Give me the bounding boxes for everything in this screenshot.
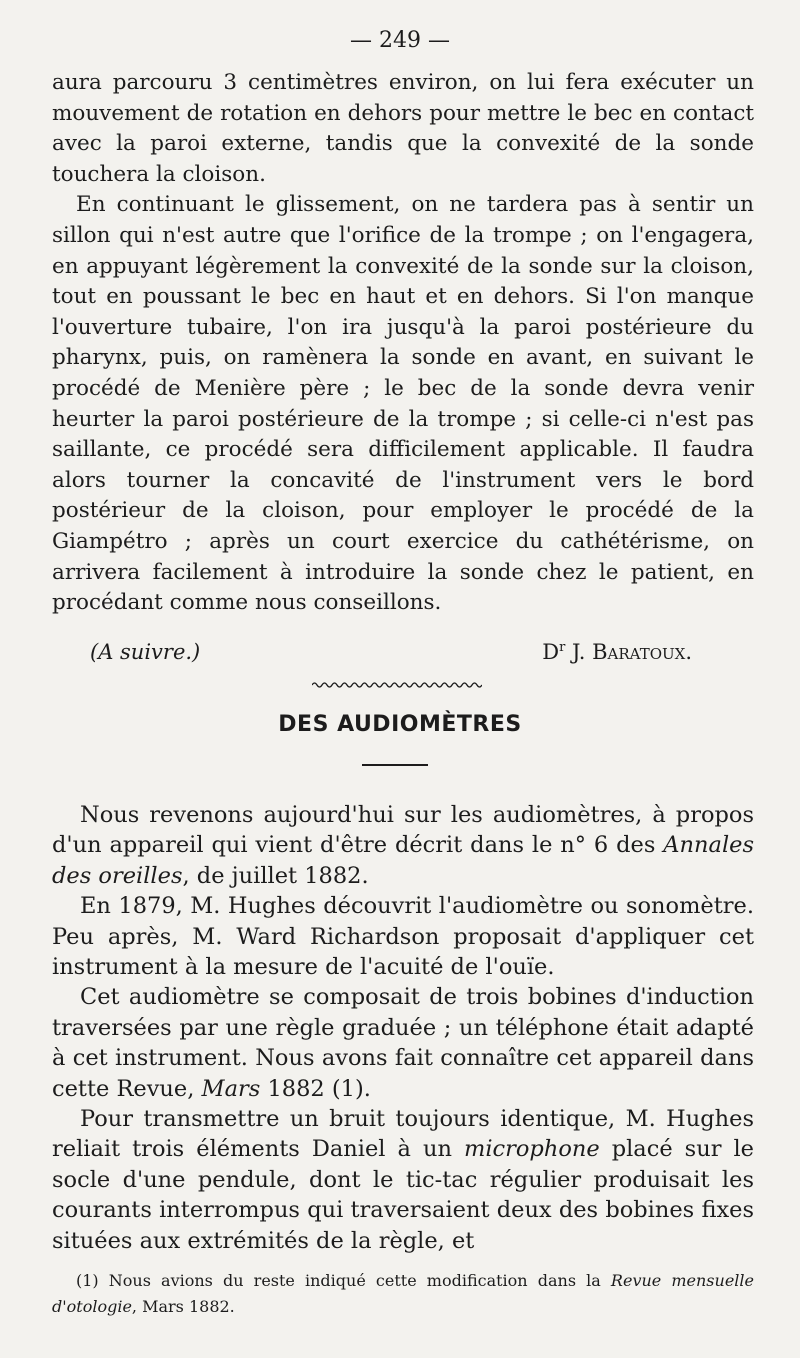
footnote-journal: Revue mensuelle d'otologie (52, 1271, 754, 1316)
paragraph-text: Pour transmettre un bruit toujours identique, M. Hughes reliait trois éléments Daniel à un (52, 1106, 754, 1163)
term-italic: microphone (463, 1136, 600, 1163)
heading-rule (362, 764, 428, 766)
to-be-continued-note: (A suivre.) (90, 640, 201, 664)
month-italic: Mars (201, 1075, 261, 1102)
paragraph: aura parcouru 3 centimètres environ, on lui fera exécuter un mouvement de rotation en dehors pour mettre le bec en contact avec la paroi externe, tandis que la convexité de la sonde touchera la cloison. (52, 70, 754, 187)
article-body (52, 800, 754, 1256)
paragraph (52, 800, 754, 891)
footnote (52, 1268, 754, 1320)
journal-title: Annales des oreilles (52, 832, 754, 889)
paragraph: En continuant le glissement, on ne tardera pas à sentir un sillon qui n'est autre que l'orifice de la trompe ; on l'engagera, en appuyant légèrement la convexité de la sonde sur la cloison, tout en poussant le bec en haut et en dehors. Si l'on manque l'ouverture tubaire, l'on ira jusqu'à la paroi postérieure du pharynx, puis, on ramènera la sonde en avant, en suivant le procédé de Menière père ; le bec de la sonde devra venir heurter la paroi postérieure de la trompe ; si celle-ci n'est pas saillante, ce procédé sera difficilement applicable. Il faudra alors tourner la concavité de l'instrument vers le bord postérieur de la cloison, pour employer le procédé de la Giampétro ; après un court exercice du cathétérisme, on arrivera facilement à introduire la sonde chez le patient, en procédant comme nous conseillons. (52, 192, 754, 616)
author-signature (542, 640, 692, 664)
footnote-end: , Mars 1882. (131, 1297, 235, 1316)
wavy-divider (312, 680, 482, 690)
paragraph-text: 1882 (1). (260, 1075, 371, 1102)
paragraph-text: Cet audiomètre se composait de trois bobines d'induction traversées par une règle graduée ; un téléphone était adapté à cet instrument. Nous avons fait connaître cet appareil dans cette Revue, (52, 984, 754, 1102)
paragraph: En 1879, M. Hughes découvrit l'audiomètre ou sonomètre. Peu après, M. Ward Richardson proposait d'appliquer cet instrument à la mesure de l'acuité de l'ouïe. (52, 893, 754, 981)
author-prefix: D (542, 640, 560, 664)
paragraph-text: , de juillet 1882. (182, 862, 369, 889)
section-heading: DES AUDIOMÈTRES (278, 712, 522, 737)
author-name: J. Baratoux. (571, 640, 692, 664)
page-number: — 249 — (350, 28, 450, 53)
paragraph (52, 1104, 754, 1256)
article-signature (52, 640, 754, 670)
author-prefix-superscript: r (559, 640, 566, 655)
paragraph-text: placé sur le socle d'une pendule, dont le tic-tac régulier produisait les courants interrompus qui traversaient deux des bobines fixes situées aux extrémités de la règle, et (52, 1136, 754, 1254)
footnote-text (52, 1268, 754, 1320)
paragraph-text: Nous revenons aujourd'hui sur les audiomètres, à propos d'un appareil qui vient d'être décrit dans le n° 6 des (52, 802, 754, 859)
footnote-start: (1) Nous avions du reste indiqué cette modification dans la (76, 1271, 611, 1290)
article-continuation (52, 68, 754, 619)
paragraph (52, 982, 754, 1104)
